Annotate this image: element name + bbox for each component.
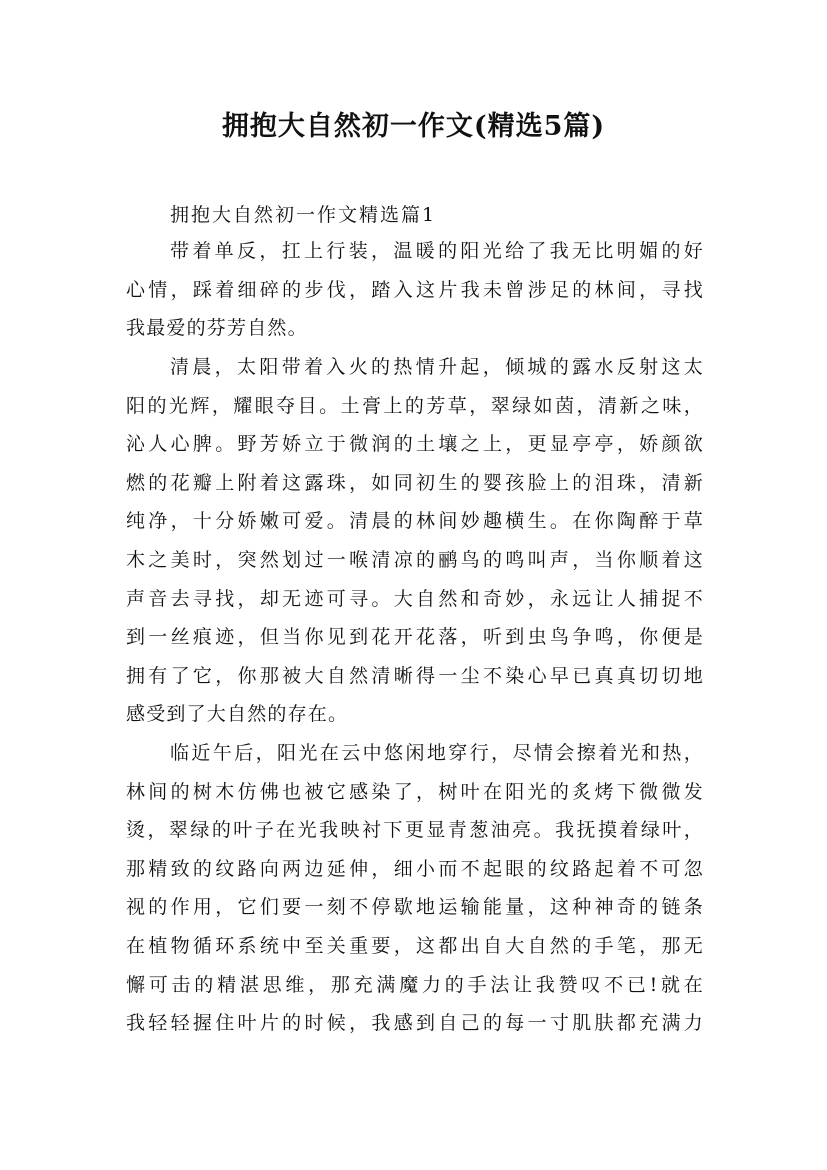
document-title: 拥抱大自然初一作文(精选5篇) xyxy=(221,111,606,142)
paragraph-1 xyxy=(126,232,704,348)
paragraph-line: 我最爱的芬芳自然。 xyxy=(126,317,308,340)
paragraph-line: 视的作用，它们要一刻不停歇地运输能量，这种神奇的链条 xyxy=(126,896,704,919)
paragraph-line: 阳的光辉，耀眼夺目。土膏上的芳草，翠绿如茵，清新之味， xyxy=(126,394,704,417)
paragraph-line: 临近午后，阳光在云中悠闲地穿行，尽情会擦着光和热， xyxy=(170,742,704,764)
paragraph-line: 拥有了它，你那被大自然清晰得一尘不染心早已真真切切地 xyxy=(126,664,704,687)
paragraph-line: 那精致的纹路向两边延伸，细小而不起眼的纹路起着不可忽 xyxy=(126,857,704,880)
paragraph-line: 林间的树木仿佛也被它感染了，树叶在阳光的炙烤下微微发 xyxy=(126,780,704,803)
section-heading: 拥抱大自然初一作文精选篇1 xyxy=(170,204,437,226)
paragraph-line: 清晨，太阳带着入火的热情升起，倾城的露水反射这太 xyxy=(170,356,704,378)
paragraph-line: 声音去寻找，却无迹可寻。大自然和奇妙，永远让人捕捉不 xyxy=(126,587,704,610)
paragraph-2 xyxy=(126,348,704,734)
paragraph-line: 带着单反，扛上行装，温暖的阳光给了我无比明媚的好 xyxy=(170,240,704,262)
paragraph-line: 懈可击的精湛思维，那充满魔力的手法让我赞叹不已!就在 xyxy=(126,973,704,996)
paragraph-line: 我轻轻握住叶片的时候，我感到自己的每一寸肌肤都充满力 xyxy=(126,1012,704,1035)
paragraph-line: 木之美时，突然划过一喉清凉的鹂鸟的鸣叫声，当你顺着这 xyxy=(126,548,704,571)
paragraph-line: 到一丝痕迹，但当你见到花开花落，听到虫鸟争鸣，你便是 xyxy=(126,626,704,649)
paragraph-line: 感受到了大自然的存在。 xyxy=(126,703,349,726)
paragraph-line: 沁人心脾。野芳娇立于微润的土壤之上，更显亭亭，娇颜欲 xyxy=(126,433,704,456)
paragraph-line: 心情，踩着细碎的步伐，踏入这片我未曾涉足的林间，寻找 xyxy=(126,278,704,301)
paragraph-3 xyxy=(126,734,704,1043)
paragraph-line: 在植物循环系统中至关重要，这都出自大自然的手笔，那无 xyxy=(126,934,704,957)
paragraph-line: 烫，翠绿的叶子在光我映衬下更显青葱油亮。我抚摸着绿叶， xyxy=(126,819,704,842)
paragraph-line: 燃的花瓣上附着这露珠，如同初生的婴孩脸上的泪珠，清新 xyxy=(126,471,704,494)
paragraph-line: 纯净，十分娇嫩可爱。清晨的林间妙趣横生。在你陶醉于草 xyxy=(126,510,704,533)
